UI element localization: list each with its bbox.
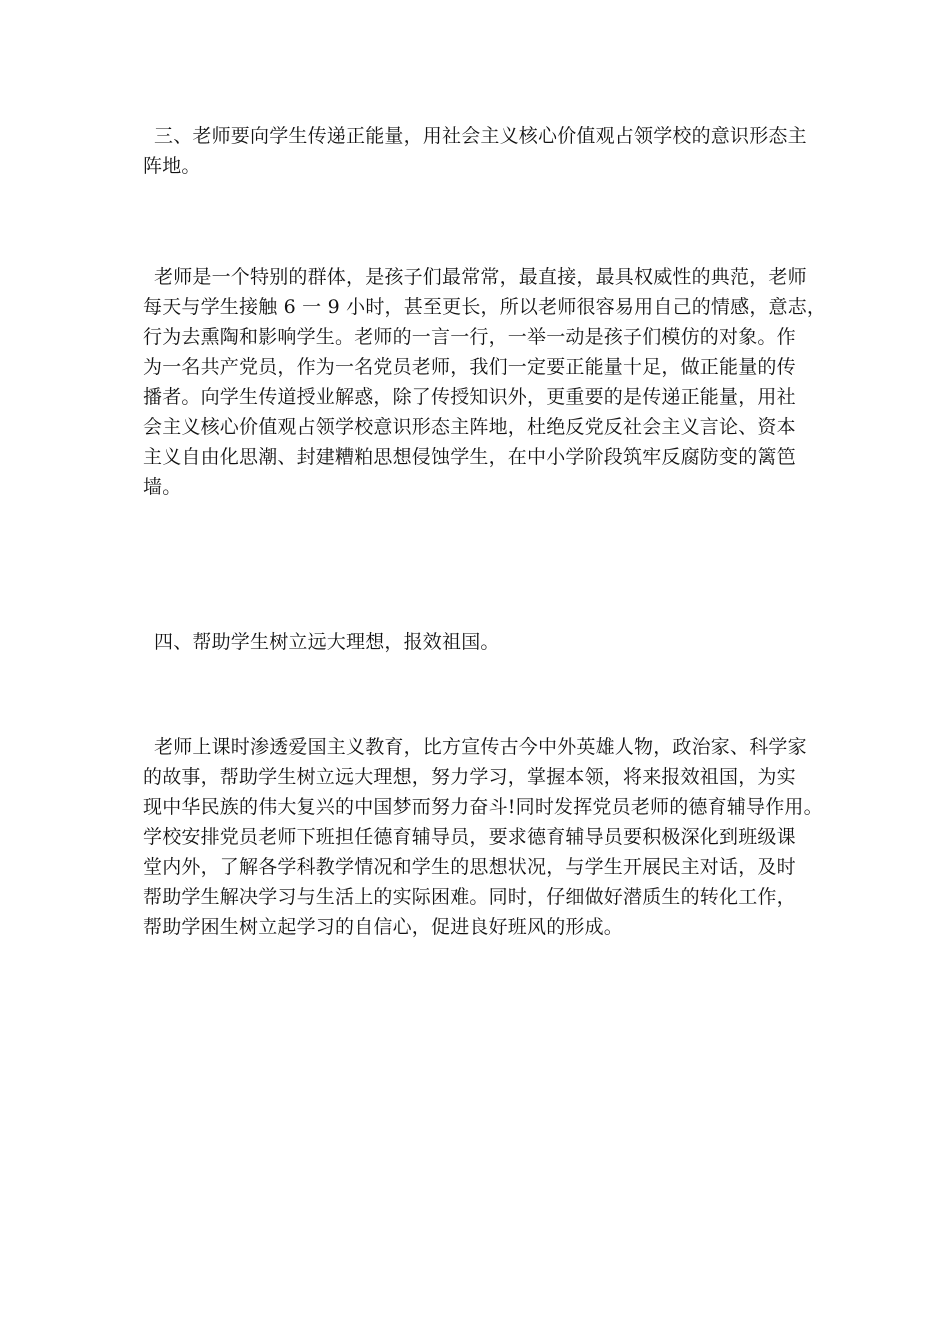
heading-line: 阵地。	[143, 155, 201, 177]
paragraph-line: 现中华民族的伟大复兴的中国梦而努力奋斗!同时发挥党员老师的德育辅导作用。	[143, 796, 823, 818]
paragraph-line: 学校安排党员老师下班担任德育辅导员，要求德育辅导员要积极深化到班级课	[143, 826, 796, 848]
paragraph-line: 堂内外，了解各学科教学情况和学生的思想状况，与学生开展民主对话，及时	[143, 856, 796, 878]
paragraph-line: 帮助学困生树立起学习的自信心，促进良好班风的形成。	[143, 916, 624, 938]
paragraph-line: 播者。向学生传道授业解惑，除了传授知识外，更重要的是传递正能量，用社	[143, 386, 796, 408]
paragraph-line: 老师上课时渗透爱国主义教育，比方宣传古今中外英雄人物，政治家、科学家	[154, 736, 807, 758]
section-heading-4	[143, 627, 823, 657]
paragraph-2	[143, 732, 823, 942]
section-heading-3	[143, 121, 823, 181]
heading-line: 四、帮助学生树立远大理想，报效祖国。	[154, 631, 500, 653]
paragraph-line: 的故事，帮助学生树立远大理想，努力学习，掌握本领，将来报效祖国，为实	[143, 766, 796, 788]
heading-line: 三、老师要向学生传递正能量，用社会主义核心价值观占领学校的意识形态主	[154, 125, 807, 147]
paragraph-line: 会主义核心价值观占领学校意识形态主阵地，杜绝反党反社会主义言论、资本	[143, 416, 796, 438]
paragraph-line: 墙。	[143, 476, 182, 498]
paragraph-line: 老师是一个特别的群体，是孩子们最常常，最直接，最具权威性的典范，老师	[154, 266, 807, 288]
paragraph-line: 帮助学生解决学习与生活上的实际困难。同时，仔细做好潜质生的转化工作，	[143, 886, 796, 908]
paragraph-line: 主义自由化思潮、封建糟粕思想侵蚀学生，在中小学阶段筑牢反腐防变的篱笆	[143, 446, 796, 468]
paragraph-line: 行为去熏陶和影响学生。老师的一言一行，一举一动是孩子们模仿的对象。作	[143, 326, 796, 348]
paragraph-1	[143, 262, 827, 502]
paragraph-line: 为一名共产党员，作为一名党员老师，我们一定要正能量十足，做正能量的传	[143, 356, 796, 378]
paragraph-line: 每天与学生接触 6 一 9 小时，甚至更长，所以老师很容易用自己的情感，意志，	[143, 296, 827, 318]
